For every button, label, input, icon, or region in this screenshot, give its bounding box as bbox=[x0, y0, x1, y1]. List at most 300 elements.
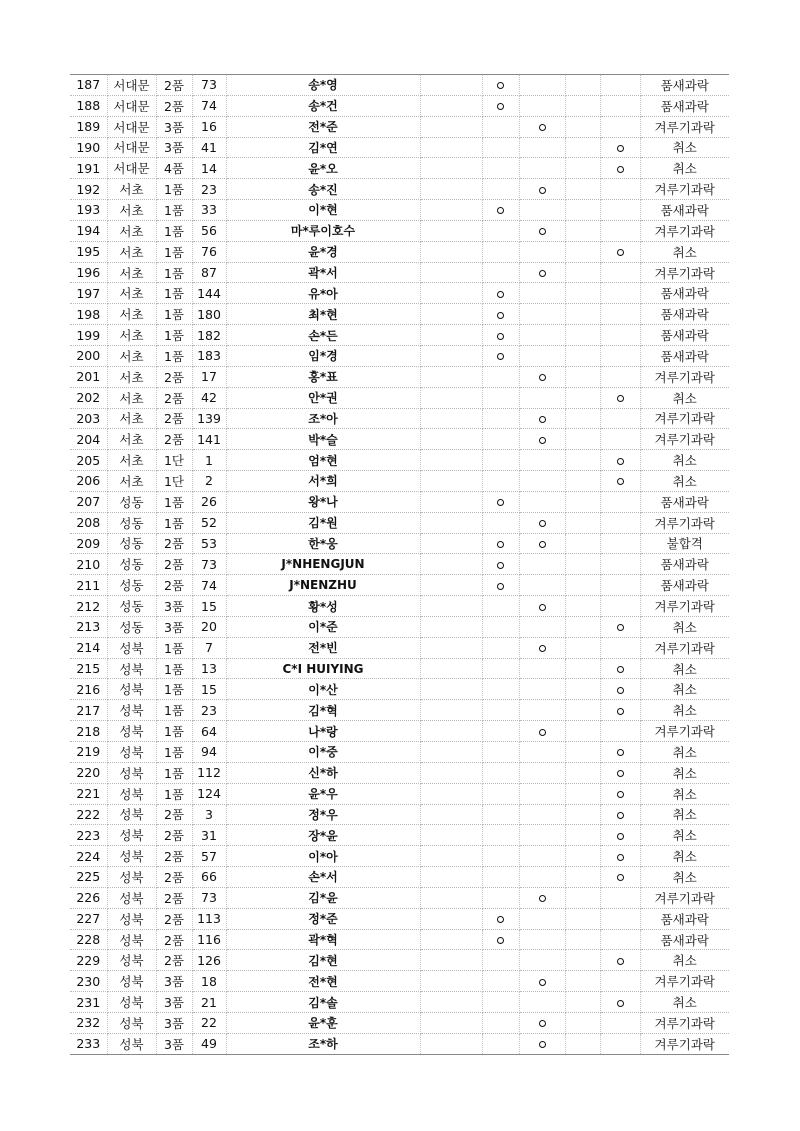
row-blank-col bbox=[420, 658, 482, 679]
row-blank-col bbox=[420, 804, 482, 825]
row-kyorugi-fail-mark bbox=[519, 575, 565, 596]
row-result: 겨루기과락 bbox=[640, 366, 729, 387]
row-blank-col bbox=[420, 742, 482, 763]
row-blank-col2 bbox=[565, 137, 600, 158]
row-blank-col2 bbox=[565, 491, 600, 512]
row-exam-number: 74 bbox=[192, 95, 226, 116]
circle-mark-icon bbox=[497, 937, 504, 944]
row-grade: 2품 bbox=[156, 867, 192, 888]
row-exam-number: 56 bbox=[192, 220, 226, 241]
row-kyorugi-fail-mark bbox=[519, 95, 565, 116]
circle-mark-icon bbox=[539, 124, 546, 131]
row-grade: 1품 bbox=[156, 304, 192, 325]
row-kyorugi-fail-mark bbox=[519, 596, 565, 617]
row-kyorugi-fail-mark bbox=[519, 512, 565, 533]
row-blank-col2 bbox=[565, 679, 600, 700]
row-name: 정*준 bbox=[226, 908, 420, 929]
row-name: 김*솔 bbox=[226, 992, 420, 1013]
row-grade: 1품 bbox=[156, 283, 192, 304]
row-number: 211 bbox=[70, 575, 107, 596]
row-blank-col bbox=[420, 408, 482, 429]
circle-mark-icon bbox=[617, 1000, 624, 1007]
row-blank-col bbox=[420, 283, 482, 304]
row-number: 208 bbox=[70, 512, 107, 533]
row-cancel-mark bbox=[600, 304, 640, 325]
row-exam-number: 113 bbox=[192, 908, 226, 929]
row-blank-col2 bbox=[565, 450, 600, 471]
row-blank-col bbox=[420, 533, 482, 554]
results-document bbox=[70, 74, 729, 1055]
row-poomsae-fail-mark bbox=[482, 846, 519, 867]
row-blank-col bbox=[420, 950, 482, 971]
row-result: 겨루기과락 bbox=[640, 596, 729, 617]
row-poomsae-fail-mark bbox=[482, 471, 519, 492]
row-grade: 1품 bbox=[156, 262, 192, 283]
row-number: 229 bbox=[70, 950, 107, 971]
row-name: 유*아 bbox=[226, 283, 420, 304]
row-exam-number: 1 bbox=[192, 450, 226, 471]
circle-mark-icon bbox=[539, 604, 546, 611]
row-kyorugi-fail-mark bbox=[519, 450, 565, 471]
row-name: 박*슬 bbox=[226, 429, 420, 450]
row-poomsae-fail-mark bbox=[482, 992, 519, 1013]
row-exam-number: 141 bbox=[192, 429, 226, 450]
row-blank-col2 bbox=[565, 616, 600, 637]
row-region: 성북 bbox=[107, 762, 156, 783]
row-poomsae-fail-mark bbox=[482, 1033, 519, 1054]
row-poomsae-fail-mark bbox=[482, 533, 519, 554]
row-number: 223 bbox=[70, 825, 107, 846]
row-poomsae-fail-mark bbox=[482, 304, 519, 325]
row-blank-col2 bbox=[565, 742, 600, 763]
row-region: 성북 bbox=[107, 1012, 156, 1033]
table-row bbox=[70, 908, 729, 929]
row-name: 조*하 bbox=[226, 1033, 420, 1054]
table-row bbox=[70, 950, 729, 971]
table-row bbox=[70, 179, 729, 200]
row-poomsae-fail-mark bbox=[482, 491, 519, 512]
circle-mark-icon bbox=[617, 458, 624, 465]
row-name: 윤*경 bbox=[226, 241, 420, 262]
row-kyorugi-fail-mark bbox=[519, 304, 565, 325]
row-blank-col2 bbox=[565, 804, 600, 825]
row-name: 이*산 bbox=[226, 679, 420, 700]
circle-mark-icon bbox=[539, 270, 546, 277]
row-blank-col bbox=[420, 512, 482, 533]
row-blank-col bbox=[420, 116, 482, 137]
row-blank-col bbox=[420, 679, 482, 700]
row-number: 191 bbox=[70, 158, 107, 179]
row-kyorugi-fail-mark bbox=[519, 408, 565, 429]
circle-mark-icon bbox=[539, 228, 546, 235]
table-row bbox=[70, 929, 729, 950]
table-row bbox=[70, 283, 729, 304]
row-grade: 2품 bbox=[156, 429, 192, 450]
row-name: 신*하 bbox=[226, 762, 420, 783]
row-grade: 1품 bbox=[156, 179, 192, 200]
row-poomsae-fail-mark bbox=[482, 450, 519, 471]
row-kyorugi-fail-mark bbox=[519, 846, 565, 867]
row-kyorugi-fail-mark bbox=[519, 783, 565, 804]
row-blank-col bbox=[420, 971, 482, 992]
row-blank-col bbox=[420, 95, 482, 116]
row-poomsae-fail-mark bbox=[482, 721, 519, 742]
row-kyorugi-fail-mark bbox=[519, 241, 565, 262]
circle-mark-icon bbox=[617, 812, 624, 819]
row-cancel-mark bbox=[600, 575, 640, 596]
row-exam-number: 76 bbox=[192, 241, 226, 262]
row-blank-col bbox=[420, 887, 482, 908]
row-region: 서대문 bbox=[107, 75, 156, 96]
row-result: 겨루기과락 bbox=[640, 1012, 729, 1033]
row-exam-number: 41 bbox=[192, 137, 226, 158]
table-row bbox=[70, 345, 729, 366]
row-blank-col2 bbox=[565, 554, 600, 575]
row-blank-col bbox=[420, 387, 482, 408]
row-kyorugi-fail-mark bbox=[519, 721, 565, 742]
row-result: 취소 bbox=[640, 762, 729, 783]
row-cancel-mark bbox=[600, 908, 640, 929]
row-region: 성북 bbox=[107, 721, 156, 742]
row-poomsae-fail-mark bbox=[482, 929, 519, 950]
row-exam-number: 73 bbox=[192, 75, 226, 96]
row-blank-col2 bbox=[565, 95, 600, 116]
row-cancel-mark bbox=[600, 491, 640, 512]
row-name: 김*혁 bbox=[226, 700, 420, 721]
row-grade: 1단 bbox=[156, 471, 192, 492]
row-region: 성북 bbox=[107, 846, 156, 867]
row-cancel-mark bbox=[600, 637, 640, 658]
row-blank-col bbox=[420, 575, 482, 596]
row-poomsae-fail-mark bbox=[482, 200, 519, 221]
circle-mark-icon bbox=[539, 416, 546, 423]
circle-mark-icon bbox=[497, 291, 504, 298]
row-result: 품새과락 bbox=[640, 554, 729, 575]
row-grade: 1품 bbox=[156, 679, 192, 700]
row-result: 취소 bbox=[640, 825, 729, 846]
row-poomsae-fail-mark bbox=[482, 1012, 519, 1033]
circle-mark-icon bbox=[617, 666, 624, 673]
row-number: 213 bbox=[70, 616, 107, 637]
row-name: 임*경 bbox=[226, 345, 420, 366]
row-blank-col bbox=[420, 908, 482, 929]
row-cancel-mark bbox=[600, 345, 640, 366]
row-blank-col bbox=[420, 1012, 482, 1033]
row-result: 취소 bbox=[640, 867, 729, 888]
table-row bbox=[70, 742, 729, 763]
row-blank-col2 bbox=[565, 512, 600, 533]
circle-mark-icon bbox=[497, 82, 504, 89]
table-row bbox=[70, 1012, 729, 1033]
row-result: 불합격 bbox=[640, 533, 729, 554]
table-row bbox=[70, 533, 729, 554]
table-row bbox=[70, 616, 729, 637]
row-number: 188 bbox=[70, 95, 107, 116]
row-grade: 1품 bbox=[156, 325, 192, 346]
row-kyorugi-fail-mark bbox=[519, 992, 565, 1013]
row-region: 성동 bbox=[107, 491, 156, 512]
row-kyorugi-fail-mark bbox=[519, 804, 565, 825]
row-result: 취소 bbox=[640, 158, 729, 179]
row-number: 230 bbox=[70, 971, 107, 992]
row-name: 윤*우 bbox=[226, 783, 420, 804]
row-exam-number: 66 bbox=[192, 867, 226, 888]
row-grade: 1품 bbox=[156, 637, 192, 658]
row-blank-col2 bbox=[565, 283, 600, 304]
row-region: 서초 bbox=[107, 262, 156, 283]
circle-mark-icon bbox=[617, 958, 624, 965]
row-result: 취소 bbox=[640, 658, 729, 679]
row-region: 서초 bbox=[107, 200, 156, 221]
row-grade: 3품 bbox=[156, 616, 192, 637]
row-poomsae-fail-mark bbox=[482, 867, 519, 888]
row-poomsae-fail-mark bbox=[482, 596, 519, 617]
row-region: 서초 bbox=[107, 325, 156, 346]
row-blank-col bbox=[420, 262, 482, 283]
row-exam-number: 15 bbox=[192, 679, 226, 700]
row-name: 서*희 bbox=[226, 471, 420, 492]
row-blank-col2 bbox=[565, 471, 600, 492]
row-grade: 1단 bbox=[156, 450, 192, 471]
row-exam-number: 15 bbox=[192, 596, 226, 617]
row-region: 성북 bbox=[107, 950, 156, 971]
row-cancel-mark bbox=[600, 783, 640, 804]
table-row bbox=[70, 804, 729, 825]
row-poomsae-fail-mark bbox=[482, 658, 519, 679]
circle-mark-icon bbox=[539, 895, 546, 902]
row-exam-number: 17 bbox=[192, 366, 226, 387]
row-blank-col bbox=[420, 366, 482, 387]
row-grade: 4품 bbox=[156, 158, 192, 179]
row-blank-col2 bbox=[565, 241, 600, 262]
row-number: 228 bbox=[70, 929, 107, 950]
row-cancel-mark bbox=[600, 700, 640, 721]
circle-mark-icon bbox=[539, 437, 546, 444]
row-kyorugi-fail-mark bbox=[519, 1012, 565, 1033]
row-grade: 1품 bbox=[156, 200, 192, 221]
row-kyorugi-fail-mark bbox=[519, 762, 565, 783]
table-row bbox=[70, 387, 729, 408]
row-kyorugi-fail-mark bbox=[519, 971, 565, 992]
row-cancel-mark bbox=[600, 200, 640, 221]
row-region: 서초 bbox=[107, 408, 156, 429]
row-poomsae-fail-mark bbox=[482, 387, 519, 408]
row-region: 서대문 bbox=[107, 116, 156, 137]
row-blank-col2 bbox=[565, 429, 600, 450]
circle-mark-icon bbox=[617, 145, 624, 152]
table-row bbox=[70, 158, 729, 179]
row-kyorugi-fail-mark bbox=[519, 887, 565, 908]
row-exam-number: 13 bbox=[192, 658, 226, 679]
table-row bbox=[70, 867, 729, 888]
row-name: 최*현 bbox=[226, 304, 420, 325]
row-poomsae-fail-mark bbox=[482, 804, 519, 825]
table-row bbox=[70, 95, 729, 116]
row-poomsae-fail-mark bbox=[482, 220, 519, 241]
row-grade: 1품 bbox=[156, 345, 192, 366]
row-blank-col bbox=[420, 429, 482, 450]
row-blank-col2 bbox=[565, 1012, 600, 1033]
row-number: 219 bbox=[70, 742, 107, 763]
row-region: 성동 bbox=[107, 533, 156, 554]
row-cancel-mark bbox=[600, 929, 640, 950]
circle-mark-icon bbox=[539, 374, 546, 381]
row-cancel-mark bbox=[600, 887, 640, 908]
circle-mark-icon bbox=[539, 1020, 546, 1027]
row-result: 취소 bbox=[640, 450, 729, 471]
row-result: 겨루기과락 bbox=[640, 887, 729, 908]
row-blank-col2 bbox=[565, 658, 600, 679]
table-row bbox=[70, 366, 729, 387]
row-result: 품새과락 bbox=[640, 304, 729, 325]
row-blank-col2 bbox=[565, 575, 600, 596]
row-grade: 2품 bbox=[156, 408, 192, 429]
row-exam-number: 126 bbox=[192, 950, 226, 971]
circle-mark-icon bbox=[539, 520, 546, 527]
row-result: 겨루기과락 bbox=[640, 408, 729, 429]
row-kyorugi-fail-mark bbox=[519, 742, 565, 763]
row-exam-number: 57 bbox=[192, 846, 226, 867]
row-blank-col2 bbox=[565, 908, 600, 929]
row-number: 201 bbox=[70, 366, 107, 387]
row-grade: 2품 bbox=[156, 804, 192, 825]
row-cancel-mark bbox=[600, 554, 640, 575]
row-exam-number: 182 bbox=[192, 325, 226, 346]
row-kyorugi-fail-mark bbox=[519, 679, 565, 700]
row-cancel-mark bbox=[600, 616, 640, 637]
row-kyorugi-fail-mark bbox=[519, 345, 565, 366]
row-name: 송*건 bbox=[226, 95, 420, 116]
row-result: 품새과락 bbox=[640, 929, 729, 950]
row-exam-number: 52 bbox=[192, 512, 226, 533]
row-result: 취소 bbox=[640, 804, 729, 825]
circle-mark-icon bbox=[617, 874, 624, 881]
row-number: 189 bbox=[70, 116, 107, 137]
row-region: 성북 bbox=[107, 742, 156, 763]
row-number: 224 bbox=[70, 846, 107, 867]
row-result: 겨루기과락 bbox=[640, 220, 729, 241]
table-row bbox=[70, 846, 729, 867]
row-poomsae-fail-mark bbox=[482, 637, 519, 658]
table-row bbox=[70, 783, 729, 804]
results-table-body bbox=[70, 75, 729, 1055]
circle-mark-icon bbox=[497, 916, 504, 923]
row-cancel-mark bbox=[600, 596, 640, 617]
row-number: 212 bbox=[70, 596, 107, 617]
row-result: 품새과락 bbox=[640, 575, 729, 596]
row-region: 서초 bbox=[107, 220, 156, 241]
row-cancel-mark bbox=[600, 137, 640, 158]
circle-mark-icon bbox=[539, 645, 546, 652]
row-region: 서초 bbox=[107, 283, 156, 304]
row-exam-number: 116 bbox=[192, 929, 226, 950]
circle-mark-icon bbox=[617, 749, 624, 756]
row-cancel-mark bbox=[600, 366, 640, 387]
row-name: J*NHENGJUN bbox=[226, 554, 420, 575]
circle-mark-icon bbox=[497, 499, 504, 506]
row-poomsae-fail-mark bbox=[482, 783, 519, 804]
row-name: 정*우 bbox=[226, 804, 420, 825]
row-poomsae-fail-mark bbox=[482, 137, 519, 158]
row-kyorugi-fail-mark bbox=[519, 262, 565, 283]
row-name: 나*랑 bbox=[226, 721, 420, 742]
row-poomsae-fail-mark bbox=[482, 241, 519, 262]
row-result: 품새과락 bbox=[640, 283, 729, 304]
row-region: 서초 bbox=[107, 345, 156, 366]
row-exam-number: 20 bbox=[192, 616, 226, 637]
row-blank-col bbox=[420, 491, 482, 512]
table-row bbox=[70, 262, 729, 283]
row-result: 취소 bbox=[640, 137, 729, 158]
row-name: 손*든 bbox=[226, 325, 420, 346]
row-kyorugi-fail-mark bbox=[519, 533, 565, 554]
row-blank-col2 bbox=[565, 992, 600, 1013]
row-blank-col2 bbox=[565, 200, 600, 221]
row-region: 서초 bbox=[107, 471, 156, 492]
row-grade: 3품 bbox=[156, 992, 192, 1013]
row-exam-number: 16 bbox=[192, 116, 226, 137]
row-number: 204 bbox=[70, 429, 107, 450]
row-blank-col2 bbox=[565, 887, 600, 908]
row-blank-col bbox=[420, 304, 482, 325]
row-blank-col2 bbox=[565, 700, 600, 721]
row-name: 윤*오 bbox=[226, 158, 420, 179]
row-number: 195 bbox=[70, 241, 107, 262]
row-poomsae-fail-mark bbox=[482, 950, 519, 971]
row-region: 서초 bbox=[107, 304, 156, 325]
row-cancel-mark bbox=[600, 429, 640, 450]
row-name: 장*윤 bbox=[226, 825, 420, 846]
row-blank-col bbox=[420, 75, 482, 96]
row-grade: 2품 bbox=[156, 908, 192, 929]
row-blank-col2 bbox=[565, 783, 600, 804]
table-row bbox=[70, 575, 729, 596]
row-poomsae-fail-mark bbox=[482, 283, 519, 304]
row-name: 곽*서 bbox=[226, 262, 420, 283]
row-exam-number: 3 bbox=[192, 804, 226, 825]
row-poomsae-fail-mark bbox=[482, 95, 519, 116]
row-poomsae-fail-mark bbox=[482, 700, 519, 721]
row-exam-number: 14 bbox=[192, 158, 226, 179]
row-cancel-mark bbox=[600, 742, 640, 763]
row-region: 성북 bbox=[107, 679, 156, 700]
circle-mark-icon bbox=[497, 583, 504, 590]
table-row bbox=[70, 658, 729, 679]
table-row bbox=[70, 116, 729, 137]
row-cancel-mark bbox=[600, 283, 640, 304]
row-blank-col bbox=[420, 200, 482, 221]
row-result: 취소 bbox=[640, 387, 729, 408]
row-region: 성북 bbox=[107, 783, 156, 804]
row-kyorugi-fail-mark bbox=[519, 75, 565, 96]
row-cancel-mark bbox=[600, 325, 640, 346]
row-number: 217 bbox=[70, 700, 107, 721]
row-cancel-mark bbox=[600, 450, 640, 471]
row-kyorugi-fail-mark bbox=[519, 283, 565, 304]
row-grade: 3품 bbox=[156, 137, 192, 158]
row-name: 전*현 bbox=[226, 971, 420, 992]
row-kyorugi-fail-mark bbox=[519, 200, 565, 221]
row-result: 취소 bbox=[640, 471, 729, 492]
row-name: 이*아 bbox=[226, 846, 420, 867]
row-blank-col bbox=[420, 596, 482, 617]
row-cancel-mark bbox=[600, 658, 640, 679]
row-grade: 1품 bbox=[156, 700, 192, 721]
row-kyorugi-fail-mark bbox=[519, 616, 565, 637]
row-poomsae-fail-mark bbox=[482, 325, 519, 346]
row-region: 성북 bbox=[107, 700, 156, 721]
row-number: 194 bbox=[70, 220, 107, 241]
